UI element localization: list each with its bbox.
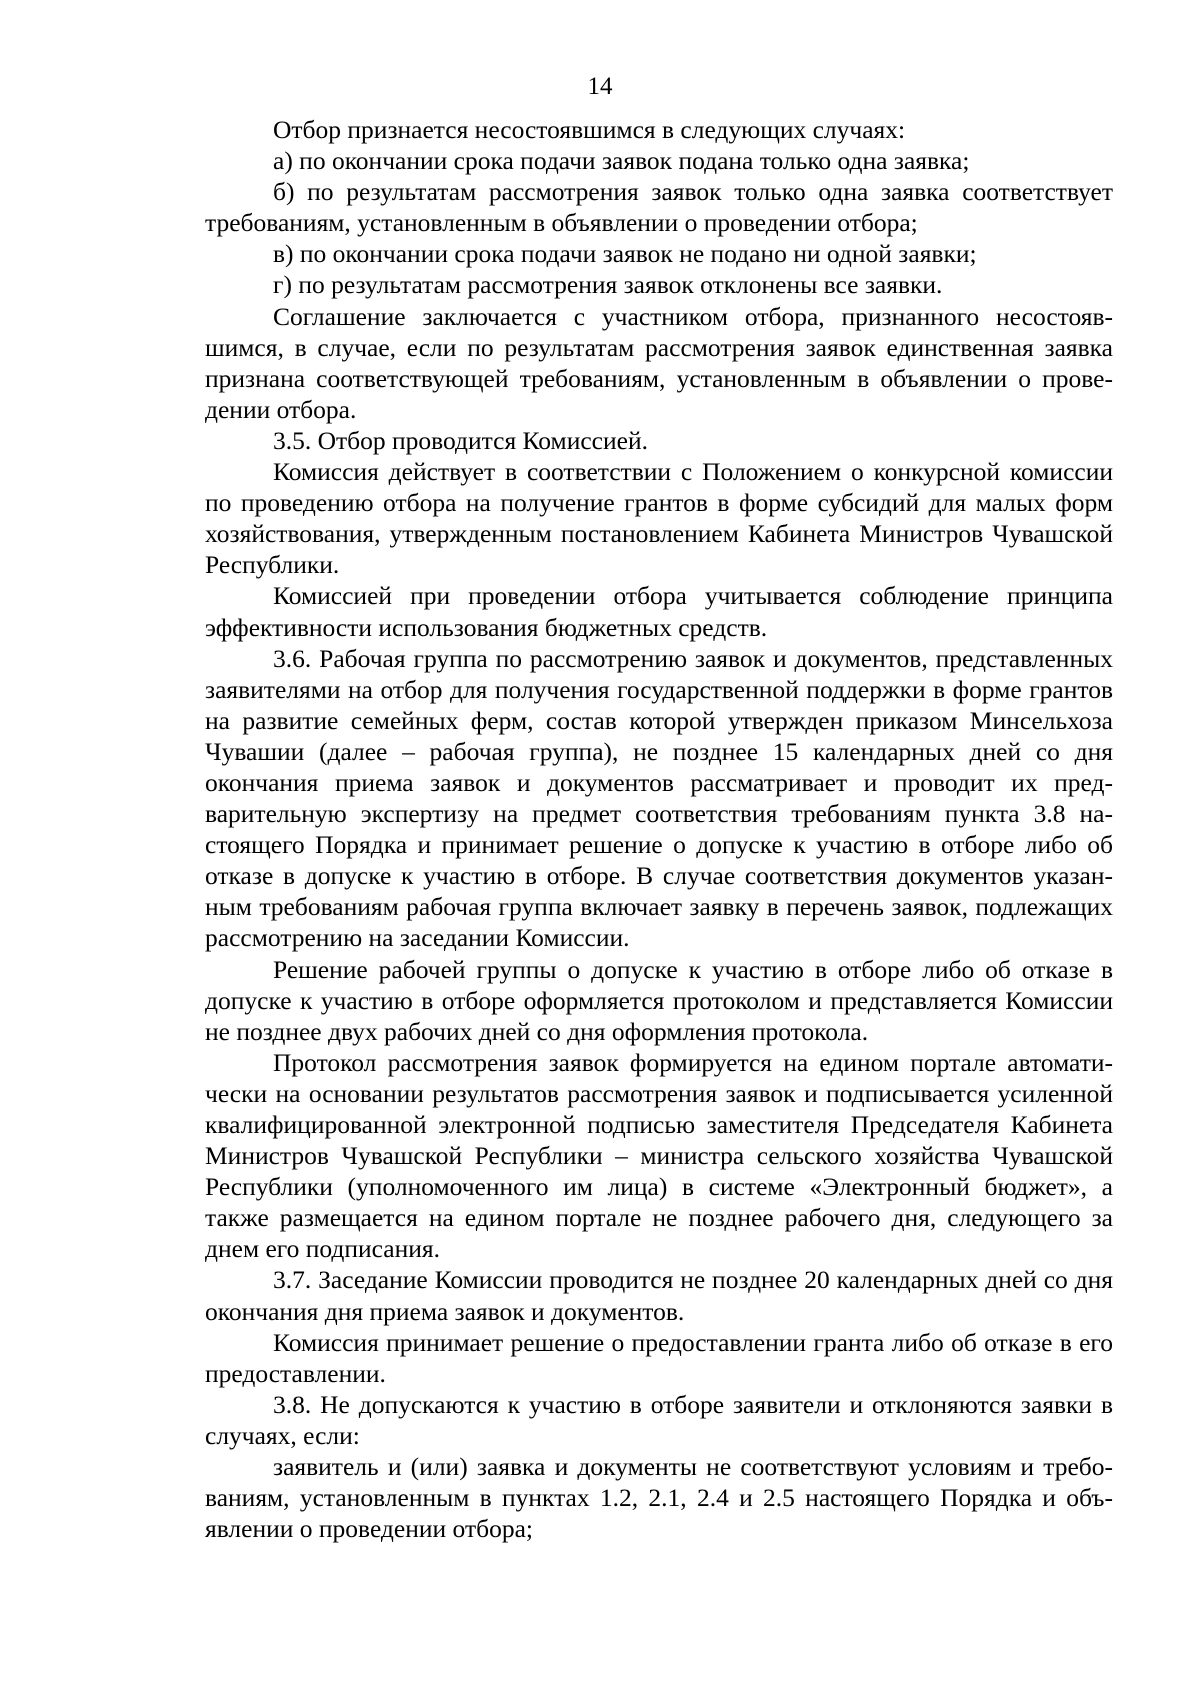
page-number: 14 <box>587 73 613 100</box>
paragraph-commission-decision: Комиссия принимает решение о предоставлении гранта либо об отказе в его предоставлении. <box>205 1327 1113 1388</box>
paragraph-efficiency: Комиссией при проведении отбора учитывается соблюдение принципа эффективности использования бюджетных средств. <box>205 581 1113 642</box>
paragraph-agreement: Соглашение заключается с участником отбора, признанного несостоявшимся, в случае, если по результатам рассмотрения заявок единственная заявка признана соответствующей требованиям, установленным в объявлении о проведении отбора. <box>205 301 1113 424</box>
paragraph-working-group-decision: Решение рабочей группы о допуске к участию в отборе либо об отказе в допуске к участию в отборе оформляется протоколом и представляется Комиссии не позднее двух рабочих дней со дня оформления протокола. <box>205 954 1113 1046</box>
paragraph-3-6: 3.6. Рабочая группа по рассмотрению заявок и документов, представленных заявителями на отбор для получения государственной поддержки в форме грантов на развитие семейных ферм, состав которой утвержден приказом Минсельхоза Чувашии (далее – рабочая группа), не позднее 15 календарных дней со дня окончания приема заявок и документов рассматривает и проводит их предварительную экспертизу на предмет соответствия требованиям пункта 3.8 настоящего Порядка и принимает решение о допуске к участию в отборе либо об отказе в допуске к участию в отборе. В случае соответствия документов указанным требованиям рабочая группа включает заявку в перечень заявок, подлежащих рассмотрению на заседании Комиссии. <box>205 643 1113 953</box>
paragraph-failure-intro: Отбор признается несостоявшимся в следующих случаях: <box>273 115 906 144</box>
paragraph-applicant-requirements: заявитель и (или) заявка и документы не соответствуют условиям и требованиям, установленным в пунктах 1.2, 2.1, 2.4 и 2.5 настоящего Порядка и объявлении о проведении отбора; <box>205 1452 1113 1544</box>
paragraph-commission-acts: Комиссия действует в соответствии с Положением о конкурсной комиссии по проведению отбора на получение грантов в форме субсидий для малых форм хозяйствования, утвержденным постановлением Кабинета Министров Чувашской Республики. <box>205 457 1113 580</box>
paragraph-3-7: 3.7. Заседание Комиссии проводится не позднее 20 календарных дней со дня окончания дня приема заявок и документов. <box>205 1265 1113 1326</box>
paragraph-3-8: 3.8. Не допускаются к участию в отборе заявители и отклоняются заявки в случаях, если: <box>205 1389 1113 1450</box>
paragraph-case-v: в) по окончании срока подачи заявок не подано ни одной заявки; <box>273 239 977 269</box>
paragraph-case-a: а) по окончании срока подачи заявок подана только одна заявка; <box>273 146 970 176</box>
document-body <box>205 114 1113 1544</box>
paragraph-case-b: б) по результатам рассмотрения заявок только одна заявка соответствует требованиям, установленным в объявлении о проведении отбора; <box>205 177 1113 238</box>
paragraph-3-5: 3.5. Отбор проводится Комиссией. <box>273 425 648 455</box>
paragraph-case-g: г) по результатам рассмотрения заявок отклонены все заявки. <box>273 270 943 300</box>
paragraph-protocol: Протокол рассмотрения заявок формируется на едином портале автоматически на основании результатов рассмотрения заявок и подписывается усиленной квалифицированной электронной подписью заместителя Председателя Кабинета Министров Чувашской Республики – министра сельского хозяйства Чувашской Республики (уполномоченного им лица) в системе «Электронный бюджет», а также размещается на едином портале не позднее рабочего дня, следующего за днем его подписания. <box>205 1047 1113 1264</box>
